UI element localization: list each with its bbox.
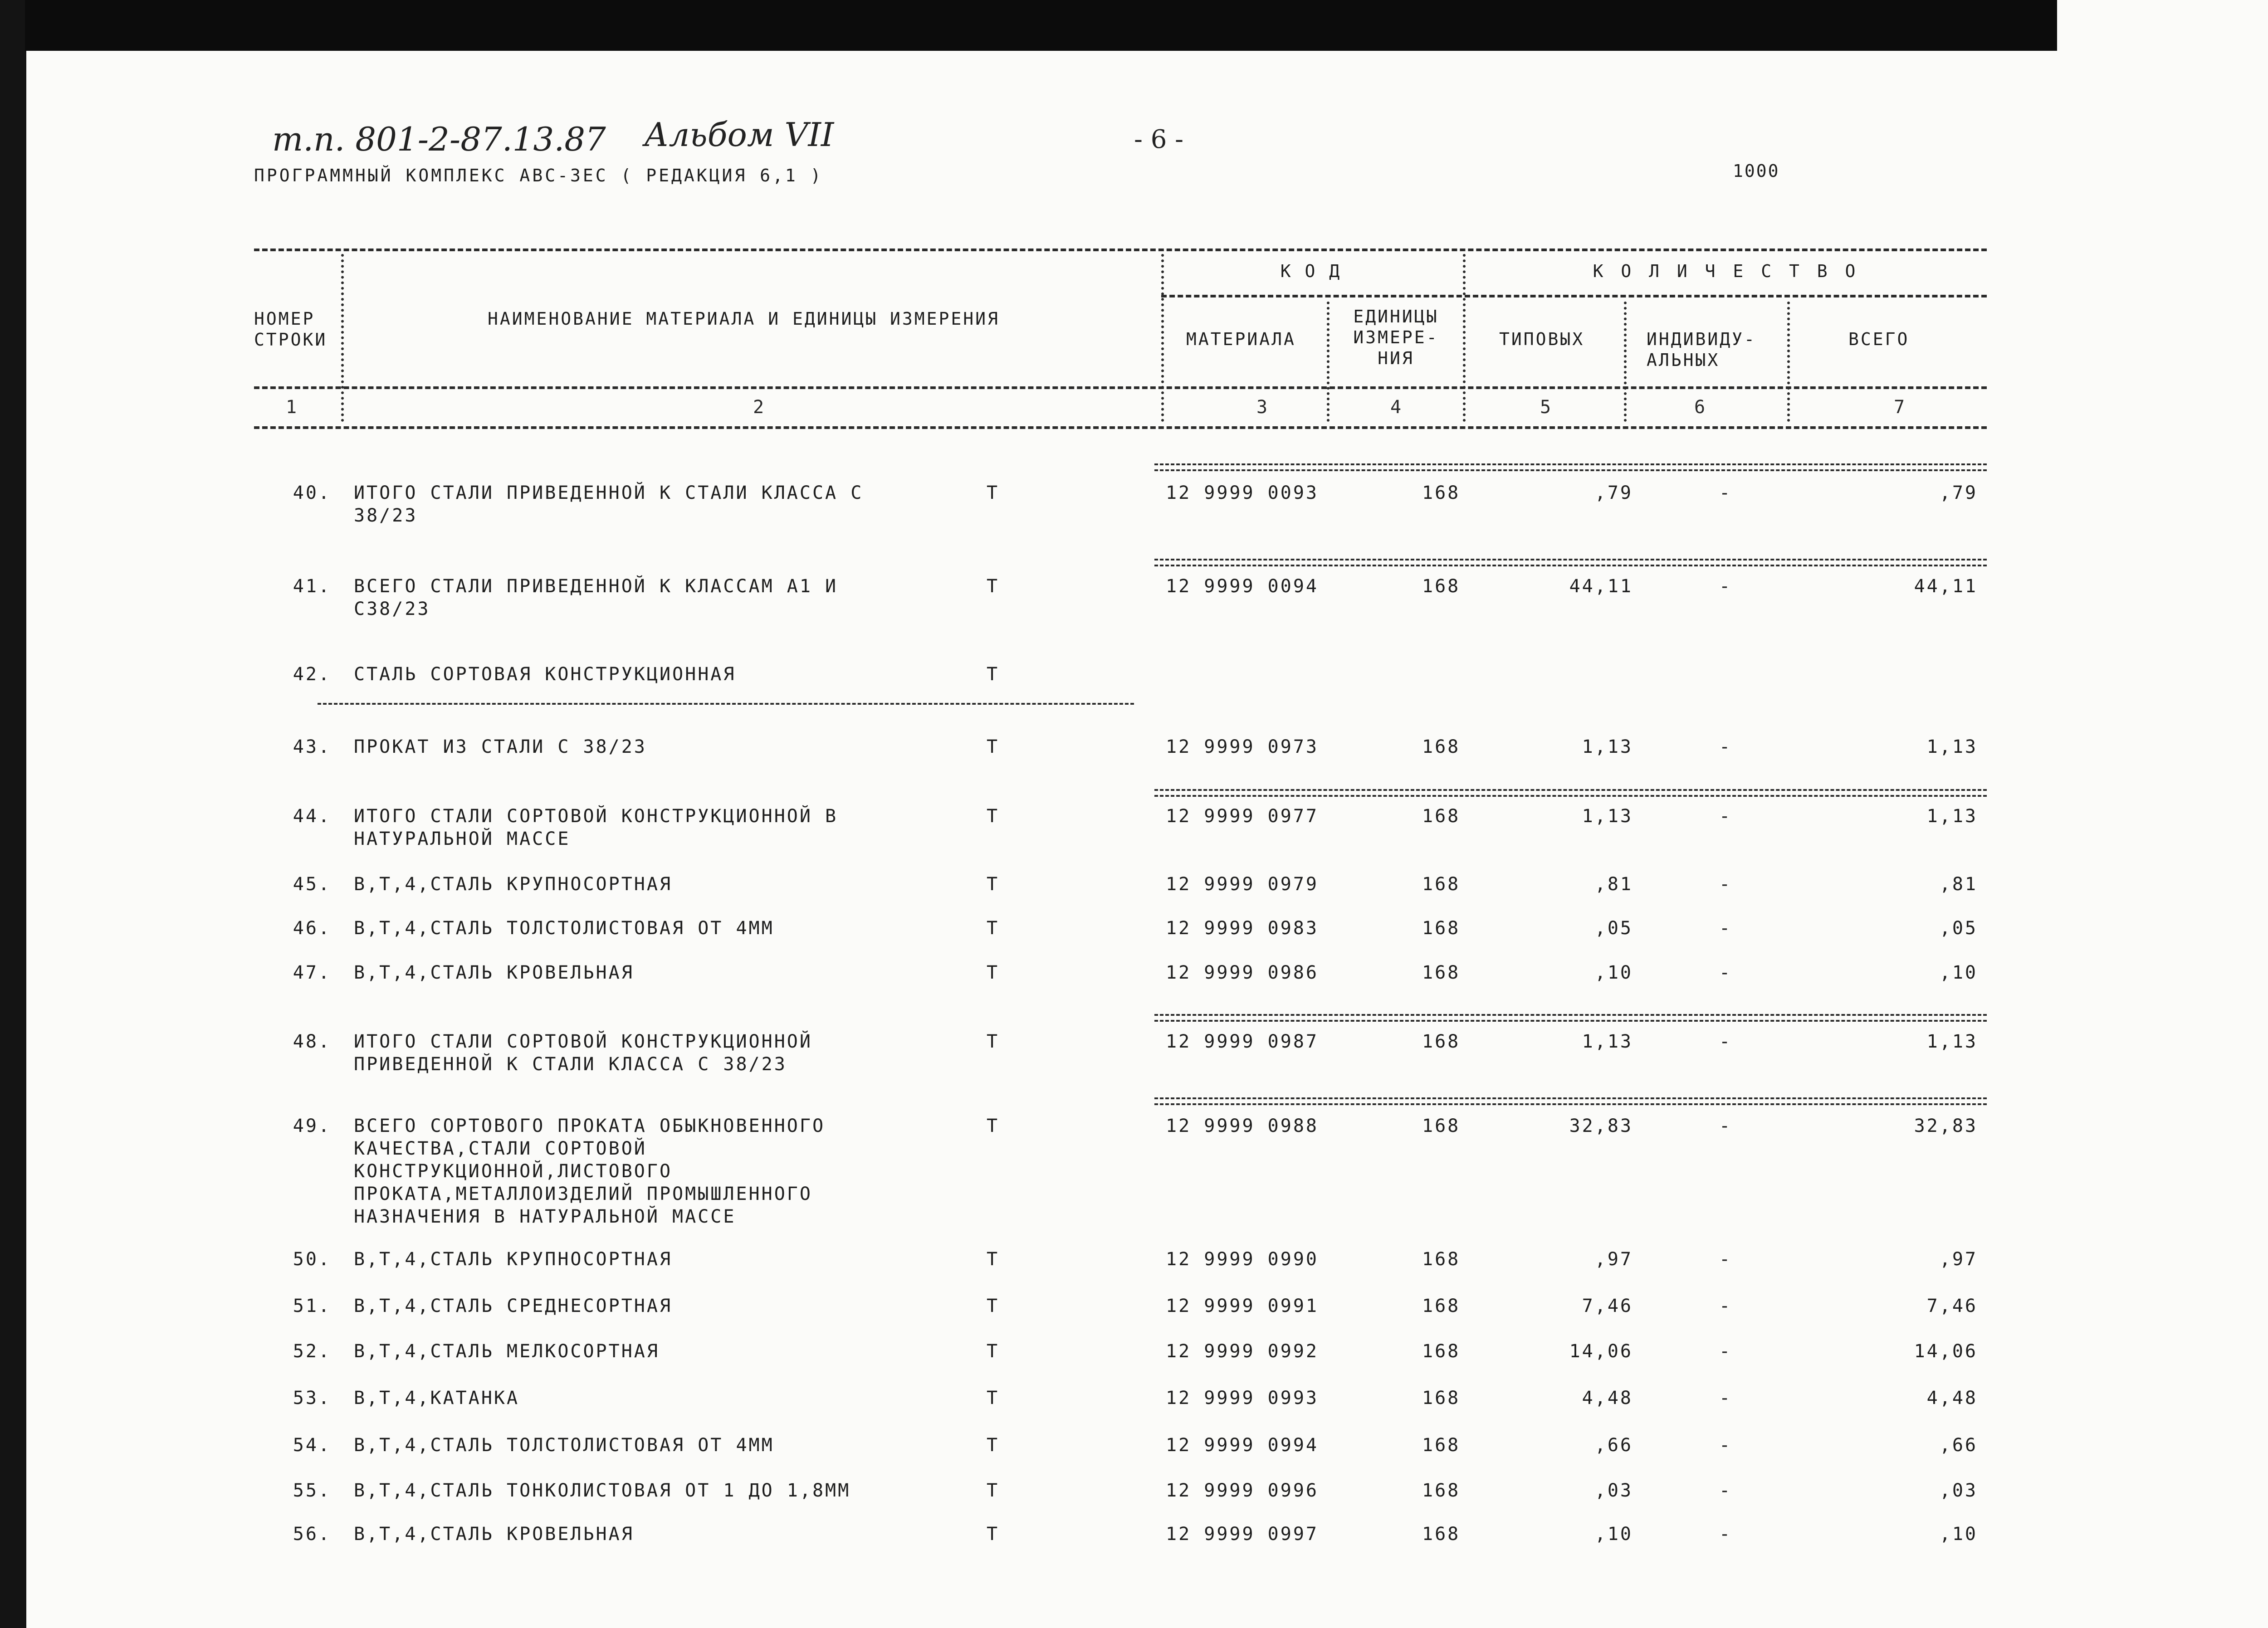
individual-qty: - <box>1719 1296 1732 1316</box>
typical-qty: 1,13 <box>1582 1031 1633 1052</box>
total-qty: ,97 <box>1939 1249 1978 1270</box>
material-code: 12 9999 0979 <box>1166 874 1319 895</box>
measure-code: 168 <box>1422 874 1461 895</box>
album-label: Альбом VII <box>644 116 834 154</box>
measure-code: 168 <box>1422 962 1461 983</box>
col-number-1: 1 <box>286 397 297 418</box>
total-qty: 32,83 <box>1914 1116 1978 1136</box>
material-code: 12 9999 0988 <box>1166 1116 1319 1136</box>
individual-qty: - <box>1719 736 1732 757</box>
individual-qty: - <box>1719 576 1732 597</box>
material-name: В,Т,4,СТАЛЬ ТОНКОЛИСТОВАЯ ОТ 1 ДО 1,8ММ <box>354 1480 851 1501</box>
measure-code: 168 <box>1422 483 1461 503</box>
unit: Т <box>987 806 1000 827</box>
typical-qty: 44,11 <box>1569 576 1633 597</box>
header-col-sep <box>1624 302 1627 422</box>
row-number: 40. <box>293 483 331 503</box>
total-separator <box>1154 1014 1987 1022</box>
individual-qty: - <box>1719 1031 1732 1052</box>
material-code: 12 9999 0987 <box>1166 1031 1319 1052</box>
material-code: 12 9999 0094 <box>1166 576 1319 597</box>
header-bottom-rule <box>254 426 1987 429</box>
total-qty: 1,13 <box>1926 1031 1978 1052</box>
measure-code: 168 <box>1422 576 1461 597</box>
measure-code: 168 <box>1422 1116 1461 1136</box>
material-name: В,Т,4,СТАЛЬ КРУПНОСОРТНАЯ <box>354 1249 673 1270</box>
material-code-header: МАТЕРИАЛА <box>1186 329 1296 349</box>
total-qty: ,66 <box>1939 1435 1978 1456</box>
measure-code: 168 <box>1422 1524 1461 1545</box>
quantity-group-header: К О Л И Ч Е С Т В О <box>1593 261 1859 281</box>
row-number: 54. <box>293 1435 331 1456</box>
total-qty: ,81 <box>1939 874 1978 895</box>
unit: Т <box>987 1296 1000 1316</box>
typical-qty: 1,13 <box>1582 806 1633 827</box>
name-header: НАИМЕНОВАНИЕ МАТЕРИАЛА И ЕДИНИЦЫ ИЗМЕРЕНИЯ <box>488 309 1000 329</box>
individual-qty: - <box>1719 1249 1732 1270</box>
typical-qty: ,10 <box>1594 962 1633 983</box>
total-qty: 1,13 <box>1926 806 1978 827</box>
individual-qty: - <box>1719 483 1732 503</box>
total-separator <box>1154 789 1987 797</box>
header-col-sep <box>1161 254 1164 422</box>
unit: Т <box>987 576 1000 597</box>
col-number-6: 6 <box>1694 397 1706 418</box>
material-code: 12 9999 0992 <box>1166 1341 1319 1362</box>
code-group-rule <box>1161 295 1987 297</box>
typical-qty: ,66 <box>1594 1435 1633 1456</box>
row-number: 46. <box>293 918 331 939</box>
material-code: 12 9999 0993 <box>1166 1388 1319 1409</box>
material-code: 12 9999 0994 <box>1166 1435 1319 1456</box>
row-number: 52. <box>293 1341 331 1362</box>
material-name: ВСЕГО СТАЛИ ПРИВЕДЕННОЙ К КЛАССАМ А1 И С38/23 <box>354 576 838 619</box>
row-number: 43. <box>293 736 331 757</box>
material-code: 12 9999 0983 <box>1166 918 1319 939</box>
row-number-header: НОМЕР СТРОКИ <box>254 309 327 350</box>
measure-code: 168 <box>1422 1031 1461 1052</box>
typical-qty: ,81 <box>1594 874 1633 895</box>
material-name: В,Т,4,СТАЛЬ КРУПНОСОРТНАЯ <box>354 874 673 895</box>
col-number-2: 2 <box>753 397 764 418</box>
typical-qty: ,79 <box>1594 483 1633 503</box>
col-number-4: 4 <box>1390 397 1402 418</box>
material-code: 12 9999 0973 <box>1166 736 1319 757</box>
individual-qty: - <box>1719 918 1732 939</box>
page-number: - 6 - <box>1134 125 1184 154</box>
unit: Т <box>987 664 1000 685</box>
total-qty: ,05 <box>1939 918 1978 939</box>
individual-qty: - <box>1719 1435 1732 1456</box>
row-number: 49. <box>293 1116 331 1136</box>
unit: Т <box>987 1341 1000 1362</box>
material-code: 12 9999 0997 <box>1166 1524 1319 1545</box>
unit: Т <box>987 1480 1000 1501</box>
header-mid-rule <box>254 386 1987 389</box>
row-number: 50. <box>293 1249 331 1270</box>
measure-code: 168 <box>1422 1480 1461 1501</box>
col-number-3: 3 <box>1256 397 1268 418</box>
typical-qty: 14,06 <box>1569 1341 1633 1362</box>
total-separator <box>1154 559 1987 566</box>
row-number: 55. <box>293 1480 331 1501</box>
unit: Т <box>987 1116 1000 1136</box>
material-name: В,Т,4,СТАЛЬ МЕЛКОСОРТНАЯ <box>354 1341 660 1362</box>
total-separator <box>1154 463 1987 471</box>
individual-qty: - <box>1719 1341 1732 1362</box>
row-number: 45. <box>293 874 331 895</box>
measure-code: 168 <box>1422 1435 1461 1456</box>
measure-code-header: ЕДИНИЦЫ ИЗМЕРЕ- НИЯ <box>1353 307 1439 368</box>
col-number-7: 7 <box>1894 397 1905 418</box>
scan-top-bar <box>25 0 2057 51</box>
total-separator <box>1154 1097 1987 1105</box>
header-top-rule <box>254 249 1987 251</box>
typical-qty: 4,48 <box>1582 1388 1633 1409</box>
individual-header: ИНДИВИДУ- АЛЬНЫХ <box>1647 329 1756 370</box>
typical-qty: 7,46 <box>1582 1296 1633 1316</box>
unit: Т <box>987 483 1000 503</box>
material-name: В,Т,4,КАТАНКА <box>354 1388 520 1409</box>
typical-qty: 1,13 <box>1582 736 1633 757</box>
material-name: В,Т,4,СТАЛЬ ТОЛСТОЛИСТОВАЯ ОТ 4ММ <box>354 918 774 939</box>
section-separator <box>318 703 1134 705</box>
typical-qty: 32,83 <box>1569 1116 1633 1136</box>
program-title: ПРОГРАММНЫЙ КОМПЛЕКС АВС-3ЕС ( РЕДАКЦИЯ 6,1 ) <box>254 166 823 185</box>
material-name: ПРОКАТ ИЗ СТАЛИ С 38/23 <box>354 736 647 757</box>
measure-code: 168 <box>1422 806 1461 827</box>
individual-qty: - <box>1719 1388 1732 1409</box>
material-name: В,Т,4,СТАЛЬ СРЕДНЕСОРТНАЯ <box>354 1296 673 1316</box>
material-code: 12 9999 0996 <box>1166 1480 1319 1501</box>
typical-qty: ,10 <box>1594 1524 1633 1545</box>
total-qty: ,10 <box>1939 962 1978 983</box>
total-qty: ,79 <box>1939 483 1978 503</box>
individual-qty: - <box>1719 962 1732 983</box>
material-code: 12 9999 0991 <box>1166 1296 1319 1316</box>
material-name: СТАЛЬ СОРТОВАЯ КОНСТРУКЦИОННАЯ <box>354 664 736 685</box>
measure-code: 168 <box>1422 1296 1461 1316</box>
typical-header: ТИПОВЫХ <box>1499 329 1585 349</box>
sheet-number: 1000 <box>1733 161 1780 181</box>
individual-qty: - <box>1719 1116 1732 1136</box>
material-name: ИТОГО СТАЛИ ПРИВЕДЕННОЙ К СТАЛИ КЛАССА С 38/23 <box>354 483 864 526</box>
material-name: В,Т,4,СТАЛЬ КРОВЕЛЬНАЯ <box>354 1524 634 1545</box>
unit: Т <box>987 962 1000 983</box>
row-number: 41. <box>293 576 331 597</box>
total-qty: 7,46 <box>1926 1296 1978 1316</box>
measure-code: 168 <box>1422 918 1461 939</box>
unit: Т <box>987 1524 1000 1545</box>
row-number: 44. <box>293 806 331 827</box>
total-qty: 14,06 <box>1914 1341 1978 1362</box>
code-group-header: К О Д <box>1280 261 1342 281</box>
material-code: 12 9999 0986 <box>1166 962 1319 983</box>
individual-qty: - <box>1719 1480 1732 1501</box>
material-name: ВСЕГО СОРТОВОГО ПРОКАТА ОБЫКНОВЕННОГО КАЧЕСТВА,СТАЛИ СОРТОВОЙ КОНСТРУКЦИОННОЙ,ЛИСТОВОГО ПРОКАТА,МЕТАЛЛОИЗДЕЛИЙ ПРОМЫШЛЕННОГО НАЗНАЧЕНИЯ В НАТУРАЛЬНОЙ МАССЕ <box>354 1116 826 1227</box>
total-header: ВСЕГО <box>1848 329 1910 349</box>
typical-qty: ,03 <box>1594 1480 1633 1501</box>
unit: Т <box>987 736 1000 757</box>
measure-code: 168 <box>1422 1388 1461 1409</box>
row-number: 42. <box>293 664 331 685</box>
unit: Т <box>987 874 1000 895</box>
header-col-sep <box>1463 254 1466 422</box>
header-col-sep <box>1327 302 1330 422</box>
material-code: 12 9999 0990 <box>1166 1249 1319 1270</box>
header-col-sep <box>341 254 344 422</box>
unit: Т <box>987 1031 1000 1052</box>
material-name: ИТОГО СТАЛИ СОРТОВОЙ КОНСТРУКЦИОННОЙ ПРИВЕДЕННОЙ К СТАЛИ КЛАССА С 38/23 <box>354 1031 812 1075</box>
material-code: 12 9999 0093 <box>1166 483 1319 503</box>
typical-qty: ,05 <box>1594 918 1633 939</box>
material-name: В,Т,4,СТАЛЬ КРОВЕЛЬНАЯ <box>354 962 634 983</box>
col-number-5: 5 <box>1540 397 1551 418</box>
doc-reference: т.п. 801-2-87.13.87 <box>272 120 606 158</box>
material-name: В,Т,4,СТАЛЬ ТОЛСТОЛИСТОВАЯ ОТ 4ММ <box>354 1435 774 1456</box>
total-qty: 44,11 <box>1914 576 1978 597</box>
total-qty: 4,48 <box>1926 1388 1978 1409</box>
unit: Т <box>987 1435 1000 1456</box>
scan-left-edge <box>0 0 26 1628</box>
unit: Т <box>987 1249 1000 1270</box>
measure-code: 168 <box>1422 1249 1461 1270</box>
typical-qty: ,97 <box>1594 1249 1633 1270</box>
row-number: 47. <box>293 962 331 983</box>
measure-code: 168 <box>1422 1341 1461 1362</box>
individual-qty: - <box>1719 806 1732 827</box>
row-number: 53. <box>293 1388 331 1409</box>
row-number: 48. <box>293 1031 331 1052</box>
unit: Т <box>987 1388 1000 1409</box>
individual-qty: - <box>1719 874 1732 895</box>
unit: Т <box>987 918 1000 939</box>
individual-qty: - <box>1719 1524 1732 1545</box>
material-code: 12 9999 0977 <box>1166 806 1319 827</box>
material-name: ИТОГО СТАЛИ СОРТОВОЙ КОНСТРУКЦИОННОЙ В НАТУРАЛЬНОЙ МАССЕ <box>354 806 838 849</box>
header-col-sep <box>1787 302 1790 422</box>
total-qty: ,03 <box>1939 1480 1978 1501</box>
row-number: 51. <box>293 1296 331 1316</box>
measure-code: 168 <box>1422 736 1461 757</box>
row-number: 56. <box>293 1524 331 1545</box>
total-qty: ,10 <box>1939 1524 1978 1545</box>
total-qty: 1,13 <box>1926 736 1978 757</box>
